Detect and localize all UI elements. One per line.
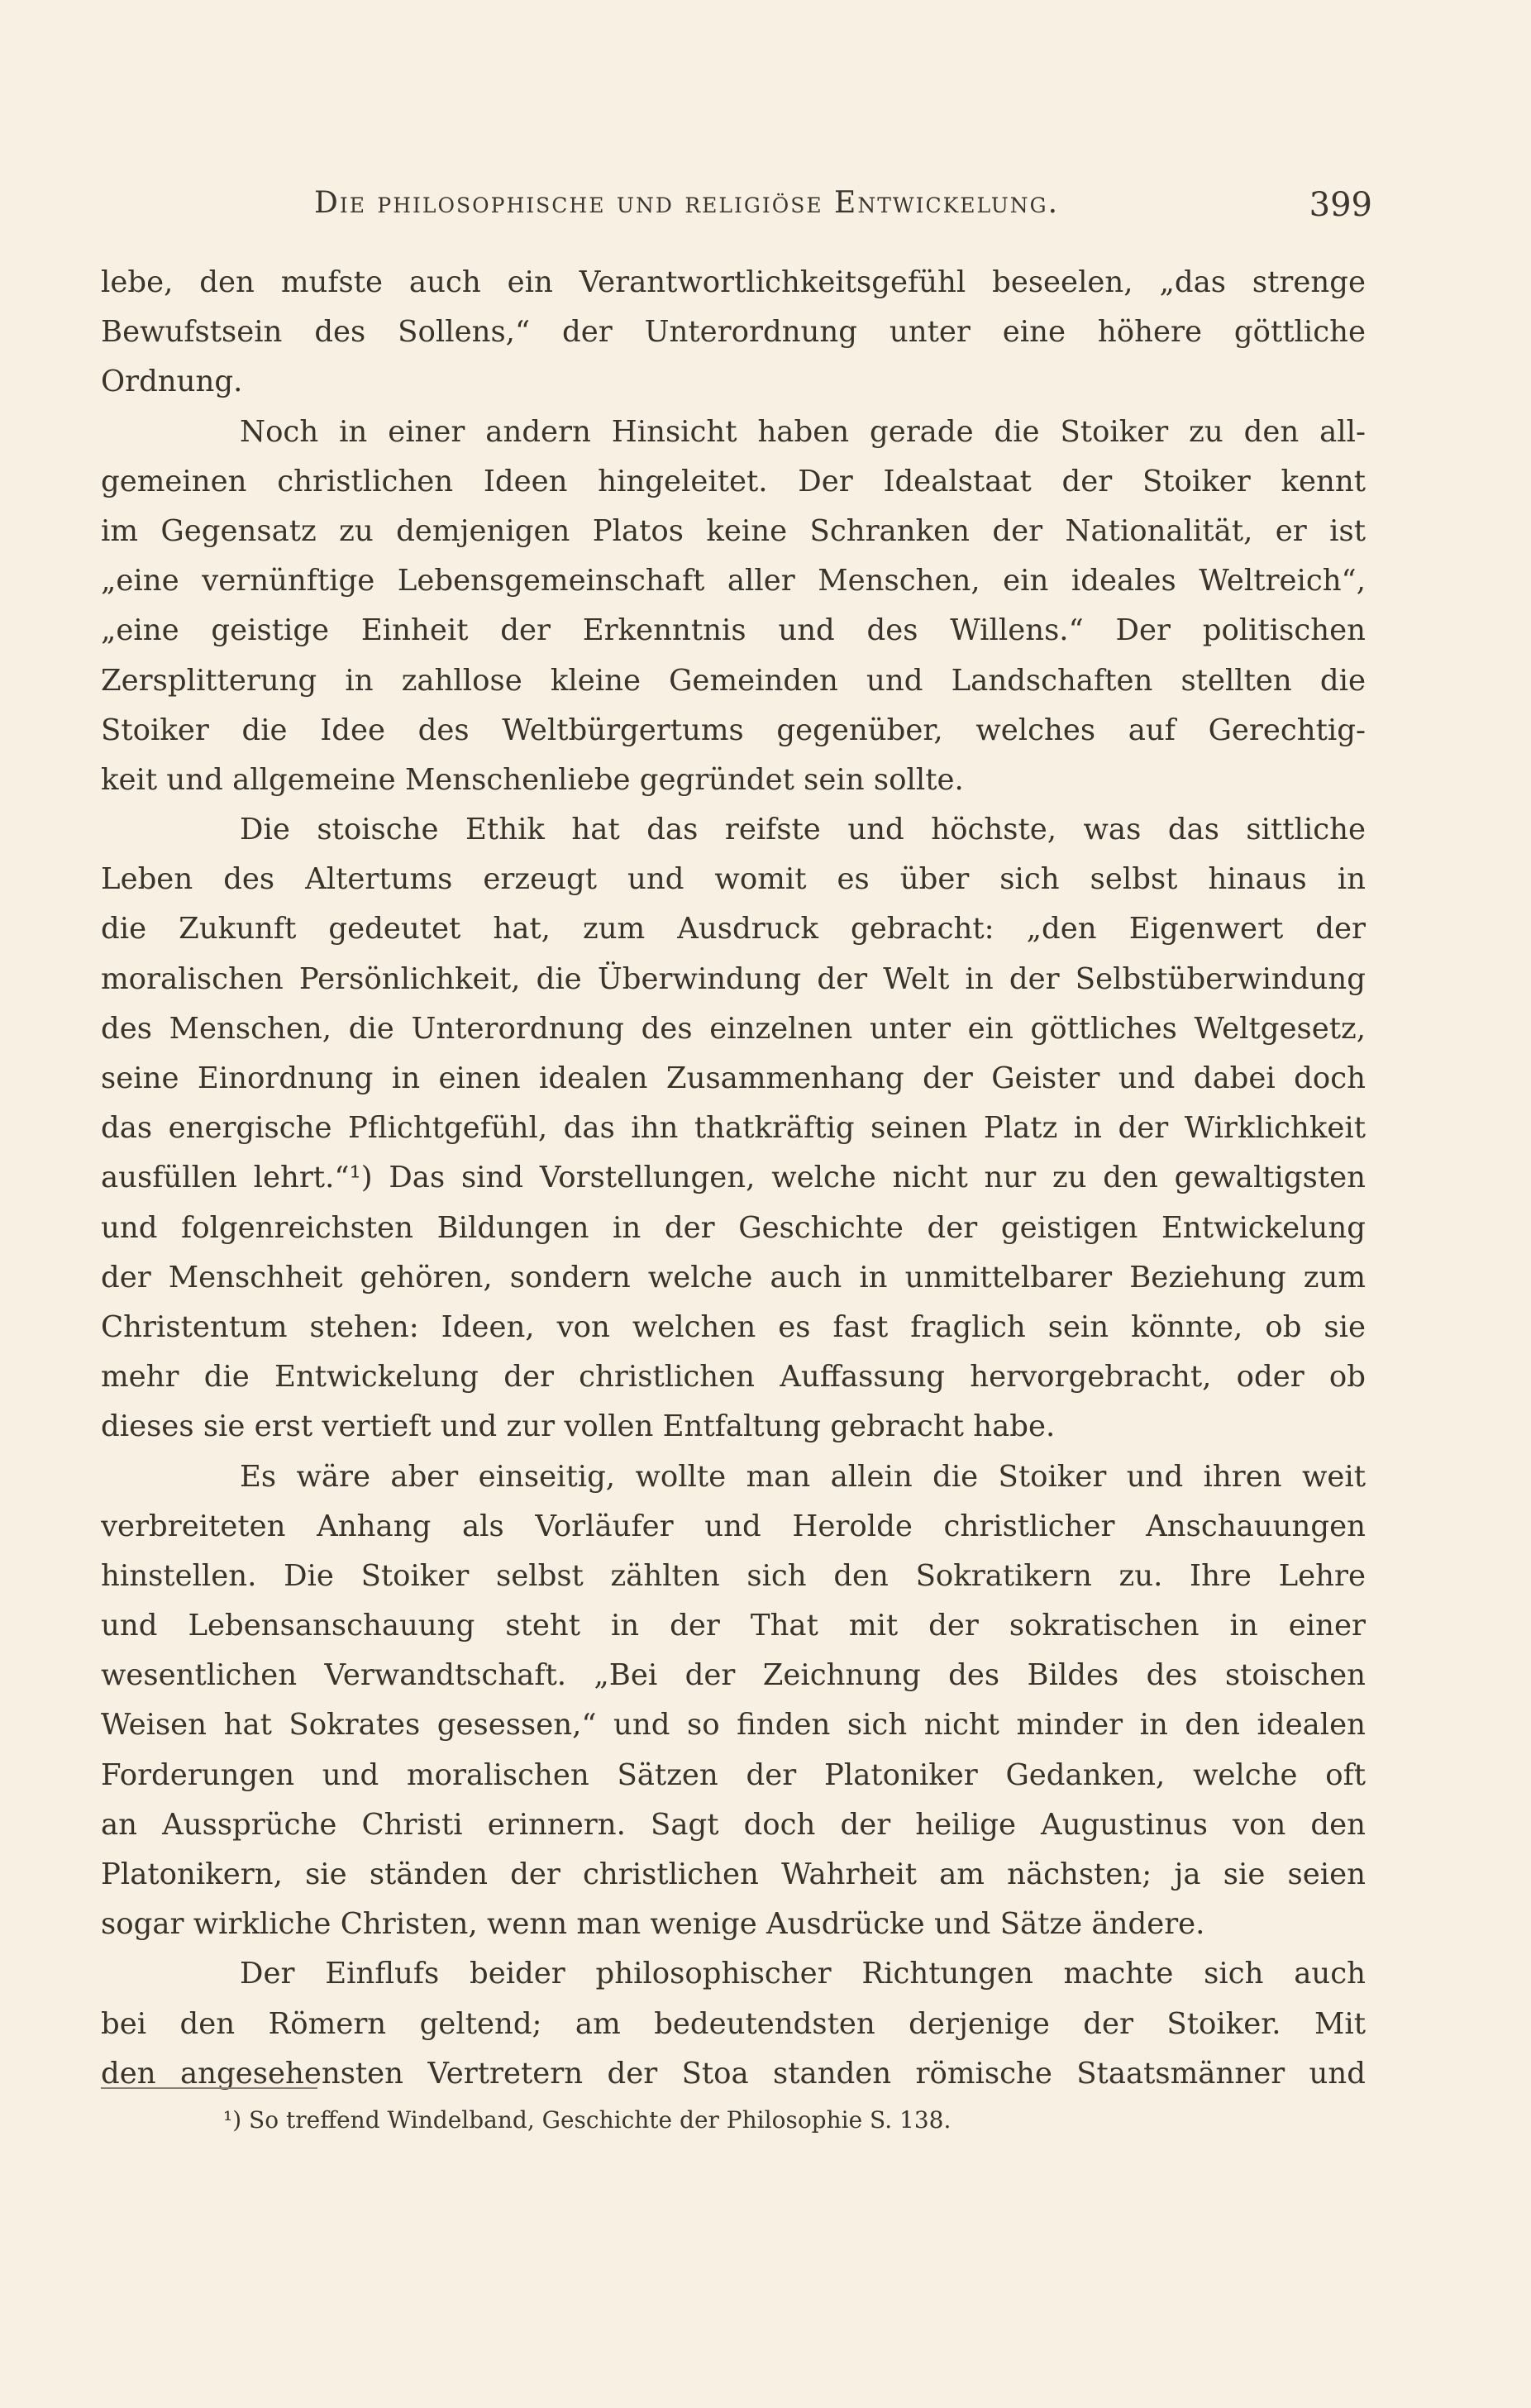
text-line: das energische Pflichtgefühl, das ihn thatkräftig seinen Platz in der Wirklichkeit [101, 1111, 1366, 1146]
text-line: Ordnung. [101, 365, 243, 399]
text-line: Es wäre aber einseitig, wollte man allein die Stoiker und ihren weit [240, 1459, 1366, 1494]
text-line: gemeinen christlichen Ideen hingeleitet. Der Idealstaat der Stoiker kennt [101, 464, 1366, 498]
text-line: Die stoische Ethik hat das reifste und höchste, was das sittliche [240, 813, 1366, 847]
text-line: moralischen Persönlichkeit, die Überwindung der Welt in der Selbstüberwindung [101, 961, 1366, 996]
text-line: und Lebensanschauung steht in der That mit der sokratischen in einer [101, 1609, 1366, 1643]
text-line: lebe, den mufste auch ein Verantwortlichkeitsgefühl beseelen, „das strenge [101, 265, 1366, 299]
text-line: im Gegensatz zu demjenigen Platos keine Schranken der Nationalität, er ist [101, 513, 1366, 548]
footnote-divider [101, 2087, 317, 2089]
text-line: seine Einordnung in einen idealen Zusammenhang der Geister und dabei doch [101, 1061, 1366, 1095]
text-line: bei den Römern geltend; am bedeutendsten derjenige der Stoiker. Mit [101, 2006, 1366, 2041]
text-line: sogar wirkliche Christen, wenn man wenige Ausdrücke und Sätze ändere. [101, 1907, 1205, 1942]
text-line: keit und allgemeine Menschenliebe gegründet sein sollte. [101, 762, 964, 797]
text-line: verbreiteten Anhang als Vorläufer und Herolde christlicher Anschauungen [101, 1509, 1366, 1543]
text-line: „eine geistige Einheit der Erkenntnis und des Willens.“ Der politischen [101, 613, 1366, 648]
text-line: hinstellen. Die Stoiker selbst zählten sich den Sokratikern zu. Ihre Lehre [101, 1558, 1366, 1593]
text-line: den angesehensten Vertretern der Stoa standen römische Staatsmänner und [101, 2056, 1366, 2091]
body-text [101, 258, 1366, 2099]
text-line: Platonikern, sie ständen der christlichen Wahrheit am nächsten; ja sie seien [101, 1857, 1366, 1891]
text-line: mehr die Entwickelung der christlichen Auffassung hervorgebracht, oder ob [101, 1360, 1366, 1395]
text-line: Der Einflufs beider philosophischer Richtungen machte sich auch [240, 1957, 1366, 1991]
text-line: Zersplitterung in zahllose kleine Gemeinden und Landschaften stellten die [101, 663, 1366, 698]
text-line: dieses sie erst vertieft und zur vollen Entfaltung gebracht habe. [101, 1409, 1056, 1444]
running-title: Die philosophische und religiöse Entwickelung. [314, 186, 1060, 220]
text-line: und folgenreichsten Bildungen in der Geschichte der geistigen Entwickelung [101, 1210, 1366, 1245]
text-line: der Menschheit gehören, sondern welche auch in unmittelbarer Beziehung zum [101, 1260, 1366, 1295]
text-line: Christentum stehen: Ideen, von welchen es fast fraglich sein könnte, ob sie [101, 1309, 1366, 1344]
text-line: die Zukunft gedeutet hat, zum Ausdruck gebracht: „den Eigenwert der [101, 912, 1366, 947]
text-line: Bewufstsein des Sollens,“ der Unterordnung unter eine höhere göttliche [101, 315, 1366, 350]
text-line: Stoiker die Idee des Weltbürgertums gegenüber, welches auf Gerechtig- [101, 713, 1366, 747]
text-line: Weisen hat Sokrates gesessen,“ und so finden sich nicht minder in den idealen [101, 1708, 1366, 1743]
text-line: wesentlichen Verwandtschaft. „Bei der Zeichnung des Bildes des stoischen [101, 1658, 1366, 1693]
page-number: 399 [1309, 186, 1372, 224]
text-line: Leben des Altertums erzeugt und womit es über sich selbst hinaus in [101, 862, 1366, 897]
footnote: ¹) So treffend Windelband, Geschichte der Philosophie S. 138. [223, 2106, 952, 2134]
text-line: „eine vernünftige Lebensgemeinschaft aller Menschen, ein ideales Weltreich“, [101, 564, 1366, 598]
page-header [314, 186, 1372, 236]
text-line: des Menschen, die Unterordnung des einzelnen unter ein göttliches Weltgesetz, [101, 1011, 1366, 1046]
text-line: Forderungen und moralischen Sätzen der Platoniker Gedanken, welche oft [101, 1757, 1366, 1792]
text-line: Noch in einer andern Hinsicht haben gerade die Stoiker zu den all- [240, 414, 1366, 449]
text-line: an Aussprüche Christi erinnern. Sagt doch der heilige Augustinus von den [101, 1807, 1366, 1842]
text-line: ausfüllen lehrt.“¹) Das sind Vorstellungen, welche nicht nur zu den gewaltigsten [101, 1161, 1366, 1195]
